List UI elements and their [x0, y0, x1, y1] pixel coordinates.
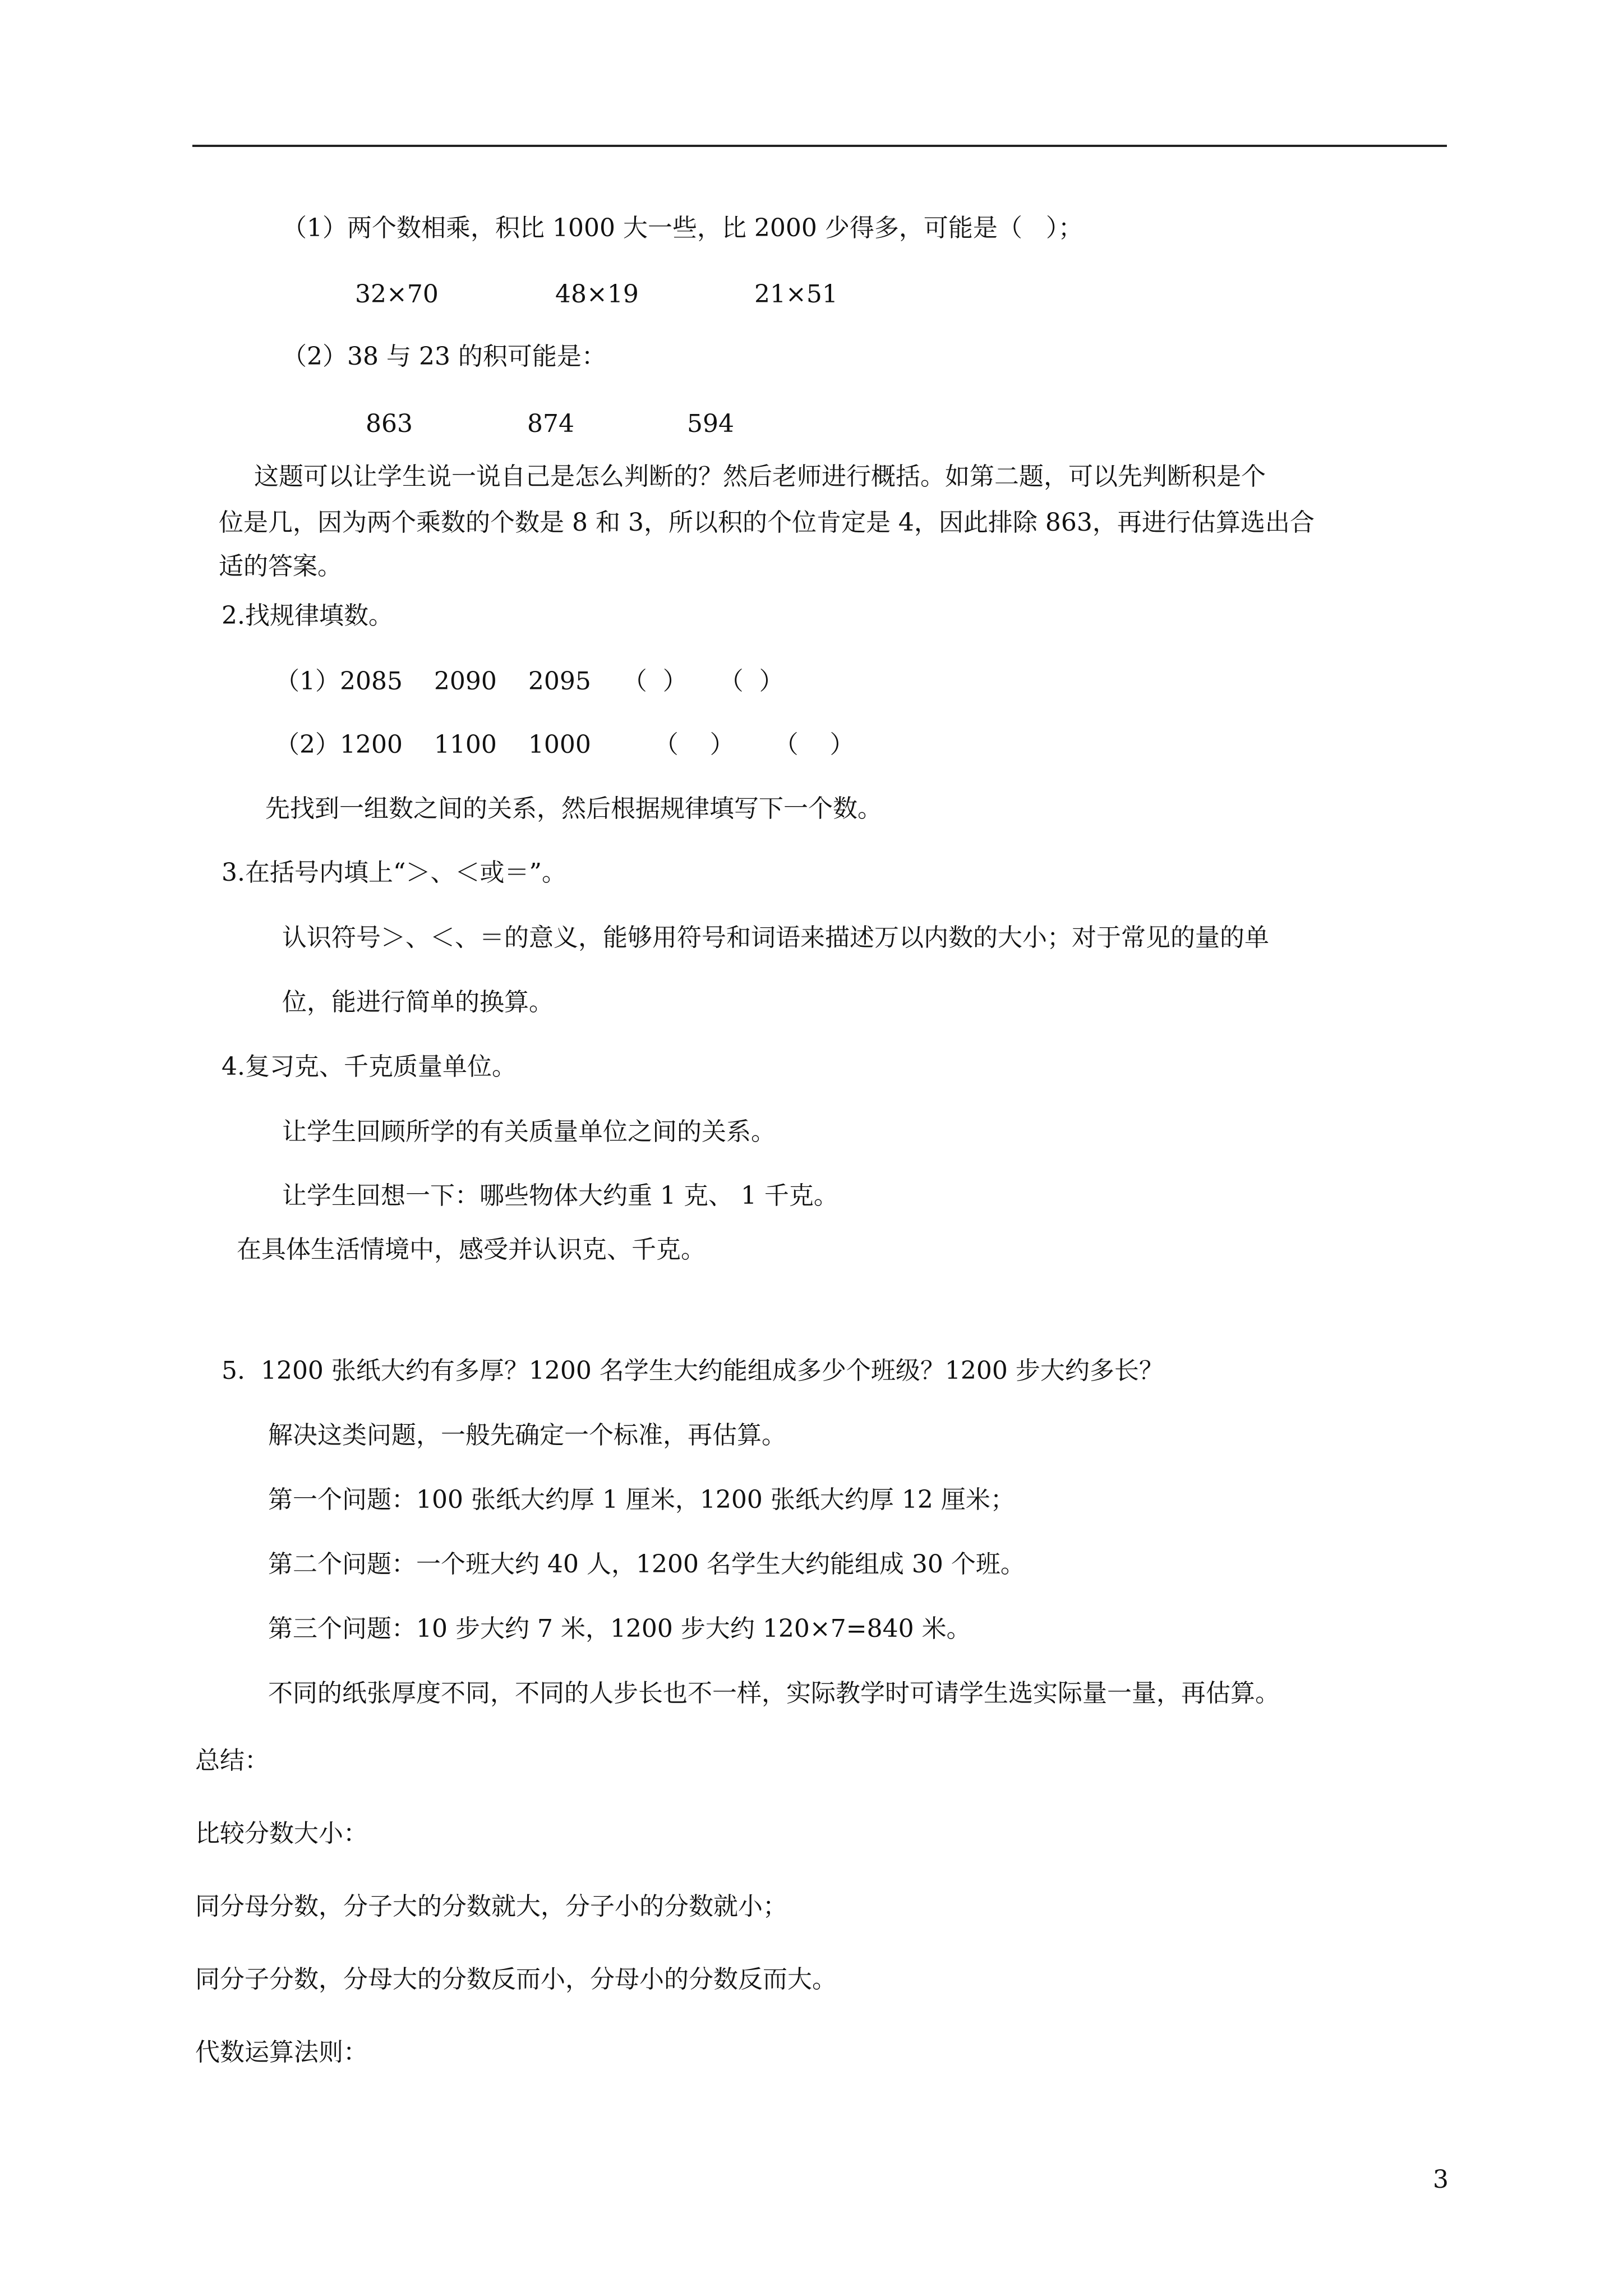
q2-note: 先找到一组数之间的关系，然后根据规律填写下一个数。: [265, 794, 882, 823]
q1-1-prompt: （1）两个数相乘，积比 1000 大一些，比 2000 少得多，可能是（ ）；: [282, 214, 1083, 242]
explain-line-1: 这题可以让学生说一说自己是怎么判断的？然后老师进行概括。如第二题，可以先判断积是个: [254, 462, 1266, 491]
explain-line-3: 适的答案。: [219, 552, 342, 581]
q3-title: 3.在括号内填上“＞、＜或＝”。: [222, 858, 566, 887]
q2-row-2: （2）1200 1100 1000 （ ） （ ）: [275, 730, 855, 759]
q2-row-1: （1）2085 2090 2095 （ ） （ ）: [275, 667, 784, 696]
algebra-rules-title: 代数运算法则：: [195, 2038, 368, 2067]
q5-line-4: 第三个问题：10 步大约 7 米，1200 步大约 120×7=840 米。: [268, 1614, 971, 1643]
q4-note-1: 让学生回顾所学的有关质量单位之间的关系。: [282, 1117, 776, 1146]
compare-rule-1: 同分母分数，分子大的分数就大，分子小的分数就小；: [195, 1892, 787, 1921]
q3-note-line-1: 认识符号＞、＜、＝的意义，能够用符号和词语来描述万以内数的大小；对于常见的量的单: [282, 923, 1269, 952]
q1-2-option-c: 594: [687, 409, 734, 438]
q1-1-option-a: 32×70: [355, 280, 439, 309]
q1-1-option-c: 21×51: [754, 280, 838, 309]
q3-note-line-2: 位，能进行简单的换算。: [282, 988, 554, 1016]
header-rule: [192, 145, 1447, 147]
q5-line-3: 第二个问题：一个班大约 40 人，1200 名学生大约能组成 30 个班。: [268, 1550, 1025, 1579]
q5-line-2: 第一个问题：100 张纸大约厚 1 厘米，1200 张纸大约厚 12 厘米；: [268, 1485, 1015, 1514]
compare-rule-2: 同分子分数，分母大的分数反而小，分母小的分数反而大。: [195, 1965, 837, 1994]
q4-note-3: 在具体生活情境中，感受并认识克、千克。: [237, 1235, 706, 1264]
q4-title: 4.复习克、千克质量单位。: [222, 1052, 517, 1081]
q1-2-prompt: （2）38 与 23 的积可能是：: [282, 342, 606, 371]
q1-2-option-a: 863: [366, 409, 413, 438]
page-number: 3: [1433, 2165, 1449, 2194]
explain-line-2: 位是几，因为两个乘数的个数是 8 和 3，所以积的个位肯定是 4，因此排除 863，再进行估算选出合: [219, 508, 1315, 537]
q5-title: 5. 1200 张纸大约有多厚？1200 名学生大约能组成多少个班级？1200 步大约多长？: [222, 1356, 1164, 1385]
q1-2-option-b: 874: [527, 409, 574, 438]
q1-1-option-b: 48×19: [555, 280, 639, 309]
compare-fractions-title: 比较分数大小：: [195, 1819, 368, 1848]
q5-line-1: 解决这类问题，一般先确定一个标准，再估算。: [268, 1421, 786, 1450]
summary-title: 总结：: [195, 1746, 269, 1775]
q5-line-5: 不同的纸张厚度不同，不同的人步长也不一样，实际教学时可请学生选实际量一量，再估算。: [268, 1679, 1280, 1708]
q2-title: 2.找规律填数。: [222, 601, 393, 630]
q4-note-2: 让学生回想一下：哪些物体大约重 1 克、 1 千克。: [282, 1181, 838, 1210]
